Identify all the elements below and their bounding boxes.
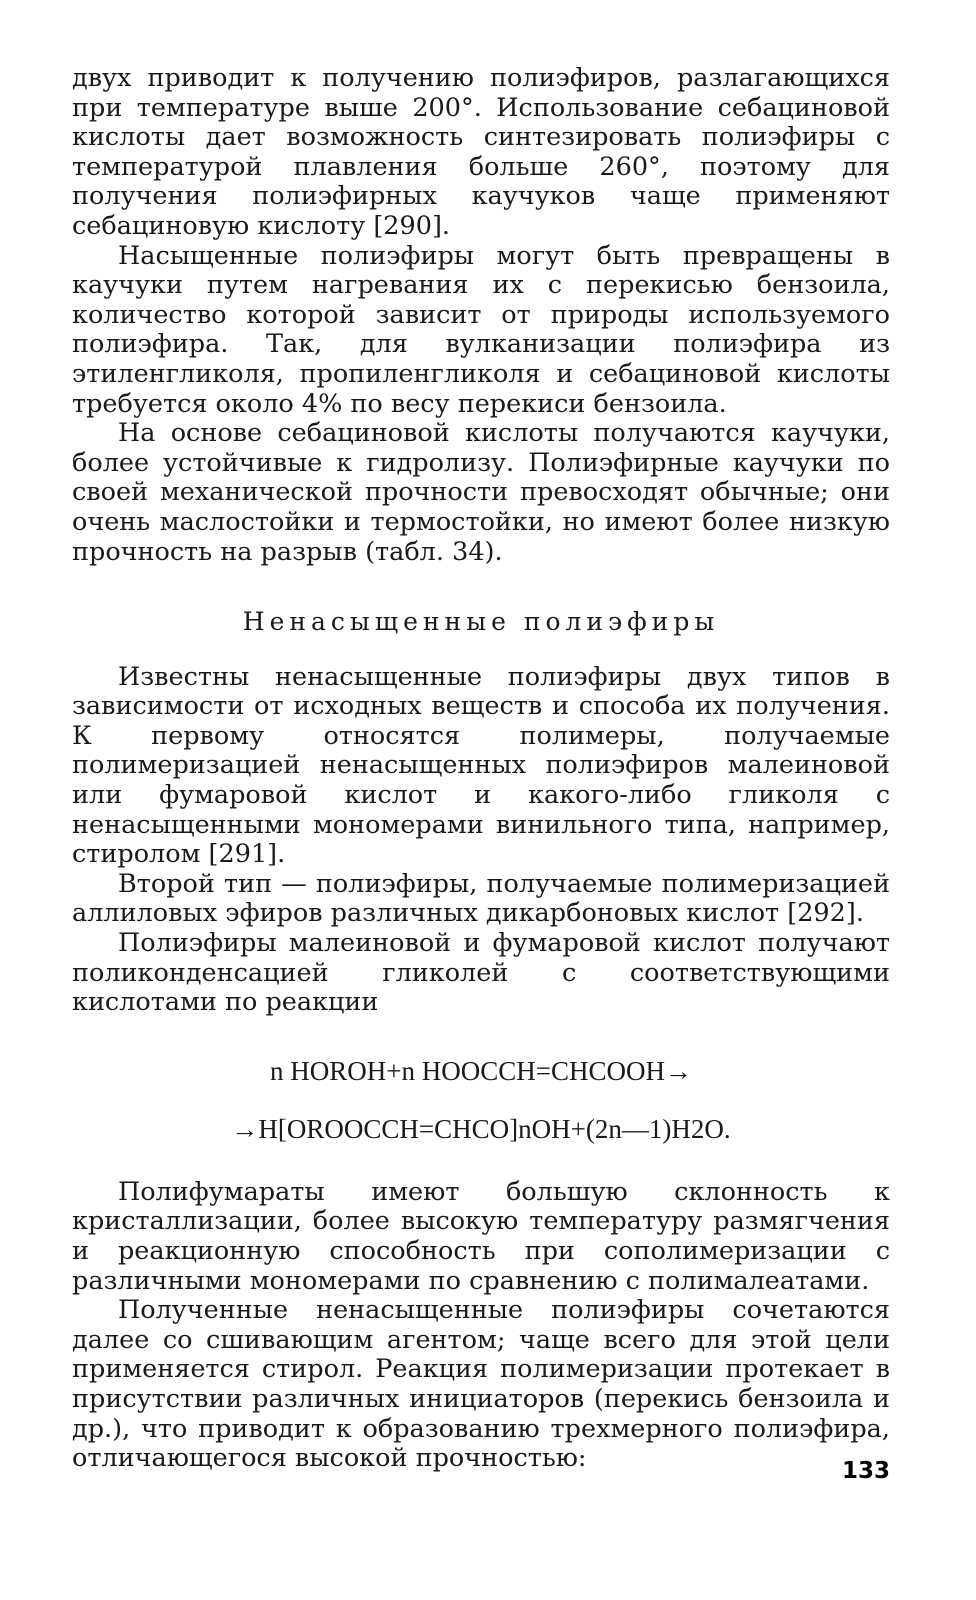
section-heading: Ненасыщенные полиэфиры [242, 607, 720, 637]
paragraph-crosslinking: Полученные ненасыщенные полиэфиры сочетаются далее со сшивающим агентом; чаще всего для этой цели применяется стирол. Реакция полимеризации протекает в присутствии различных инициаторов (перекись бензоила и др.), что приводит к образованию трехмерного полиэфира, отличающегося высокой прочностью: [72, 1295, 890, 1474]
paragraph-second-type: Второй тип — полиэфиры, получаемые полимеризацией аллиловых эфиров различных дикарбоновых кислот [292]. [72, 868, 890, 929]
page-number: 133 [841, 1458, 890, 1484]
paragraph-maleic-fumaric: Полиэфиры малеиновой и фумаровой кислот получают поликонденсацией гликолей с соответствующими кислотами по реакции [72, 928, 890, 1018]
paragraph-continuation: двух приводит к получению полиэфиров, разлагающихся при температуре выше 200°. Использование себациновой кислоты дает возможность синтезировать полиэфиры с температурой плавления больше 260°, поэтому для получения полиэфирных каучуков чаще применяют себациновую кислоту [290]. [72, 63, 890, 241]
paragraph-sebacic-rubbers: На основе себациновой кислоты получаются каучуки, более устойчивые к гидролизу. Полиэфирные каучуки по своей механической прочности превосходят обычные; они очень маслостойки и термостойки, но имеют более низкую прочность на разрыв (табл. 34). [72, 418, 890, 567]
reaction-formula-line-2: →H[OROOCCH=CHCO]nOH+(2n—1)H2O. [231, 1113, 731, 1144]
paragraph-polyfumarates: Полифумараты имеют большую склонность к кристаллизации, более высокую температуру размягчения и реакционную способность при сополимеризации с различными мономерами по сравнению с полималеатами. [72, 1176, 890, 1296]
paragraph-saturated-polyesters: Насыщенные полиэфиры могут быть превращены в каучуки путем нагревания их с перекисью бензоила, количество которой зависит от природы используемого полиэфира. Так, для вулканизации полиэфира из этиленгликоля, пропиленгликоля и себациновой кислоты требуется около 4% по весу перекиси бензоила. [72, 240, 890, 419]
paragraph-two-types: Известны ненасыщенные полиэфиры двух типов в зависимости от исходных веществ и способа их получения. К первому относятся полимеры, получаемые полимеризацией ненасыщенных полиэфиров малеиновой или фумаровой кислот и какого-либо гликоля с ненасыщенными мономерами винильного типа, например, стиролом [291]. [72, 661, 890, 870]
reaction-formula-line-1: n HOROH+n HOOCCH=CHCOOH→ [270, 1055, 692, 1086]
